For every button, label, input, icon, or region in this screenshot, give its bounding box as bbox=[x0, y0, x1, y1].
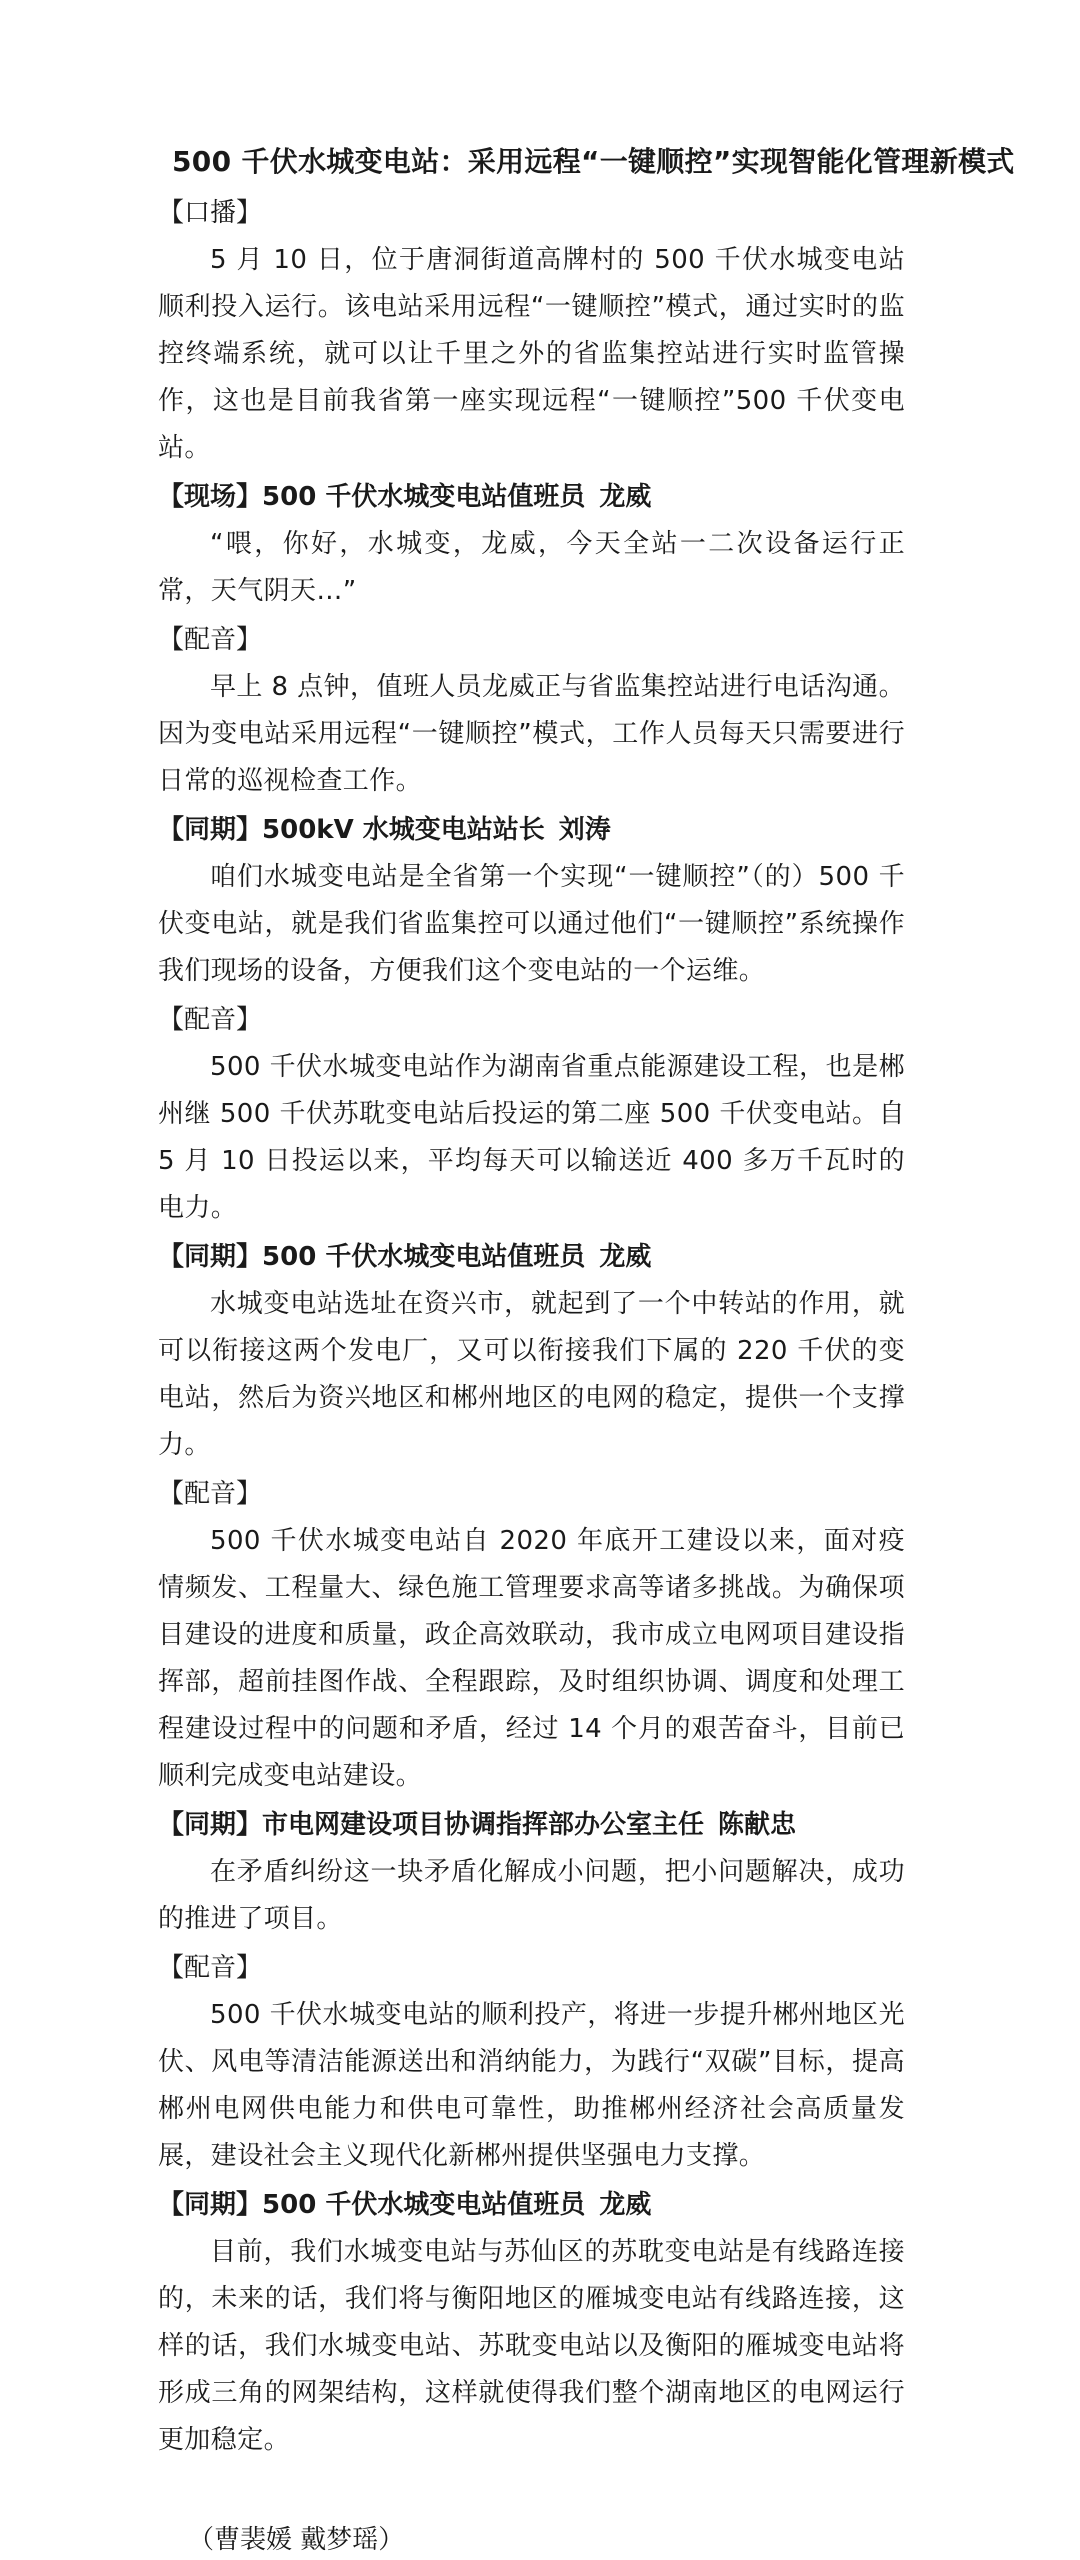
section-paragraph: 水城变电站选址在资兴市，就起到了一个中转站的作用，就可以衔接这两个发电厂，又可以衔接我们下属的 220 千伏的变电站，然后为资兴地区和郴州地区的电网的稳定，提供一个支撑力。 bbox=[158, 1289, 905, 1460]
speaker-title: 500 千伏水城变电站值班员 bbox=[262, 482, 586, 512]
section-paragraph: 目前，我们水城变电站与苏仙区的苏耽变电站是有线路连接的，未来的话，我们将与衡阳地区的雁城变电站有线路连接，这样的话，我们水城变电站、苏耽变电站以及衡阳的雁城变电站将形成三角的网架结构，这样就使得我们整个湖南地区的电网运行更加稳定。 bbox=[158, 2237, 905, 2455]
section-label: 【口播】 bbox=[158, 198, 263, 228]
section-voiceover bbox=[158, 1471, 905, 1800]
speaker-name: 龙威 bbox=[599, 1242, 652, 1272]
section-paragraph: 500 千伏水城变电站作为湖南省重点能源建设工程，也是郴州继 500 千伏苏耽变电站后投运的第二座 500 千伏变电站。自 5 月 10 日投运以来，平均每天可以输送近 400 多万千瓦时的电力。 bbox=[158, 1052, 905, 1223]
section-sync-sound bbox=[158, 1234, 905, 1469]
article-title: 500 千伏水城变电站：采用远程“一键顺控”实现智能化管理新模式 bbox=[172, 145, 1015, 178]
section-heading bbox=[158, 1234, 905, 1281]
section-label: 【配音】 bbox=[158, 1479, 263, 1509]
section-voiceover bbox=[158, 617, 905, 805]
section-label: 【配音】 bbox=[158, 1005, 263, 1035]
section-label: 【配音】 bbox=[158, 1953, 263, 1983]
section-sync-sound bbox=[158, 1802, 905, 1943]
section-paragraph: 500 千伏水城变电站的顺利投产，将进一步提升郴州地区光伏、风电等清洁能源送出和消纳能力，为践行“双碳”目标，提高郴州电网供电能力和供电可靠性，助推郴州经济社会高质量发展，建设社会主义现代化新郴州提供坚强电力支撑。 bbox=[158, 2000, 905, 2171]
speaker-title: 500kV 水城变电站站长 bbox=[262, 815, 545, 845]
section-sync-sound bbox=[158, 2182, 905, 2464]
section-paragraph: 咱们水城变电站是全省第一个实现“一键顺控”（的）500 千伏变电站，就是我们省监集控可以通过他们“一键顺控”系统操作我们现场的设备，方便我们这个变电站的一个运维。 bbox=[158, 862, 905, 986]
section-paragraph: 500 千伏水城变电站自 2020 年底开工建设以来，面对疫情频发、工程量大、绿色施工管理要求高等诸多挑战。为确保项目建设的进度和质量，政企高效联动，我市成立电网项目建设指挥部，超前挂图作战、全程跟踪，及时组织协调、调度和处理工程建设过程中的问题和矛盾，经过 14 个月的艰苦奋斗，目前已顺利完成变电站建设。 bbox=[158, 1526, 905, 1791]
section-paragraph: 早上 8 点钟，值班人员龙威正与省监集控站进行电话沟通。因为变电站采用远程“一键顺控”模式，工作人员每天只需要进行日常的巡视检查工作。 bbox=[158, 672, 905, 796]
section-label: 【现场】 bbox=[158, 482, 263, 512]
section-voiceover bbox=[158, 1945, 905, 2180]
section-heading bbox=[158, 807, 905, 854]
speaker-name: 刘涛 bbox=[558, 815, 611, 845]
section-sync-sound bbox=[158, 807, 905, 995]
speaker-title: 500 千伏水城变电站值班员 bbox=[262, 2190, 586, 2220]
section-label: 【同期】 bbox=[158, 1242, 263, 1272]
section-onsite bbox=[158, 474, 905, 615]
section-broadcast bbox=[158, 190, 905, 472]
section-heading bbox=[158, 2182, 905, 2229]
author-byline: （曹裴媛 戴梦瑶） bbox=[188, 2525, 405, 2555]
section-label: 【配音】 bbox=[158, 625, 263, 655]
section-voiceover bbox=[158, 997, 905, 1232]
section-label: 【同期】 bbox=[158, 2190, 263, 2220]
section-paragraph: 在矛盾纠纷这一块矛盾化解成小问题，把小问题解决，成功的推进了项目。 bbox=[158, 1857, 905, 1934]
section-heading bbox=[158, 1802, 905, 1849]
section-label: 【同期】 bbox=[158, 815, 263, 845]
speaker-title: 市电网建设项目协调指挥部办公室主任 bbox=[262, 1810, 705, 1840]
section-paragraph: “喂，你好，水城变，龙威，今天全站一二次设备运行正常，天气阴天…” bbox=[158, 529, 905, 606]
section-heading bbox=[158, 474, 905, 521]
speaker-name: 龙威 bbox=[599, 482, 652, 512]
speaker-name: 陈献忠 bbox=[718, 1810, 797, 1840]
speaker-title: 500 千伏水城变电站值班员 bbox=[262, 1242, 586, 1272]
section-label: 【同期】 bbox=[158, 1810, 263, 1840]
speaker-name: 龙威 bbox=[599, 2190, 652, 2220]
section-paragraph: 5 月 10 日，位于唐洞街道高牌村的 500 千伏水城变电站顺利投入运行。该电站采用远程“一键顺控”模式，通过实时的监控终端系统，就可以让千里之外的省监集控站进行实时监管操作，这也是目前我省第一座实现远程“一键顺控”500 千伏变电站。 bbox=[158, 245, 905, 463]
